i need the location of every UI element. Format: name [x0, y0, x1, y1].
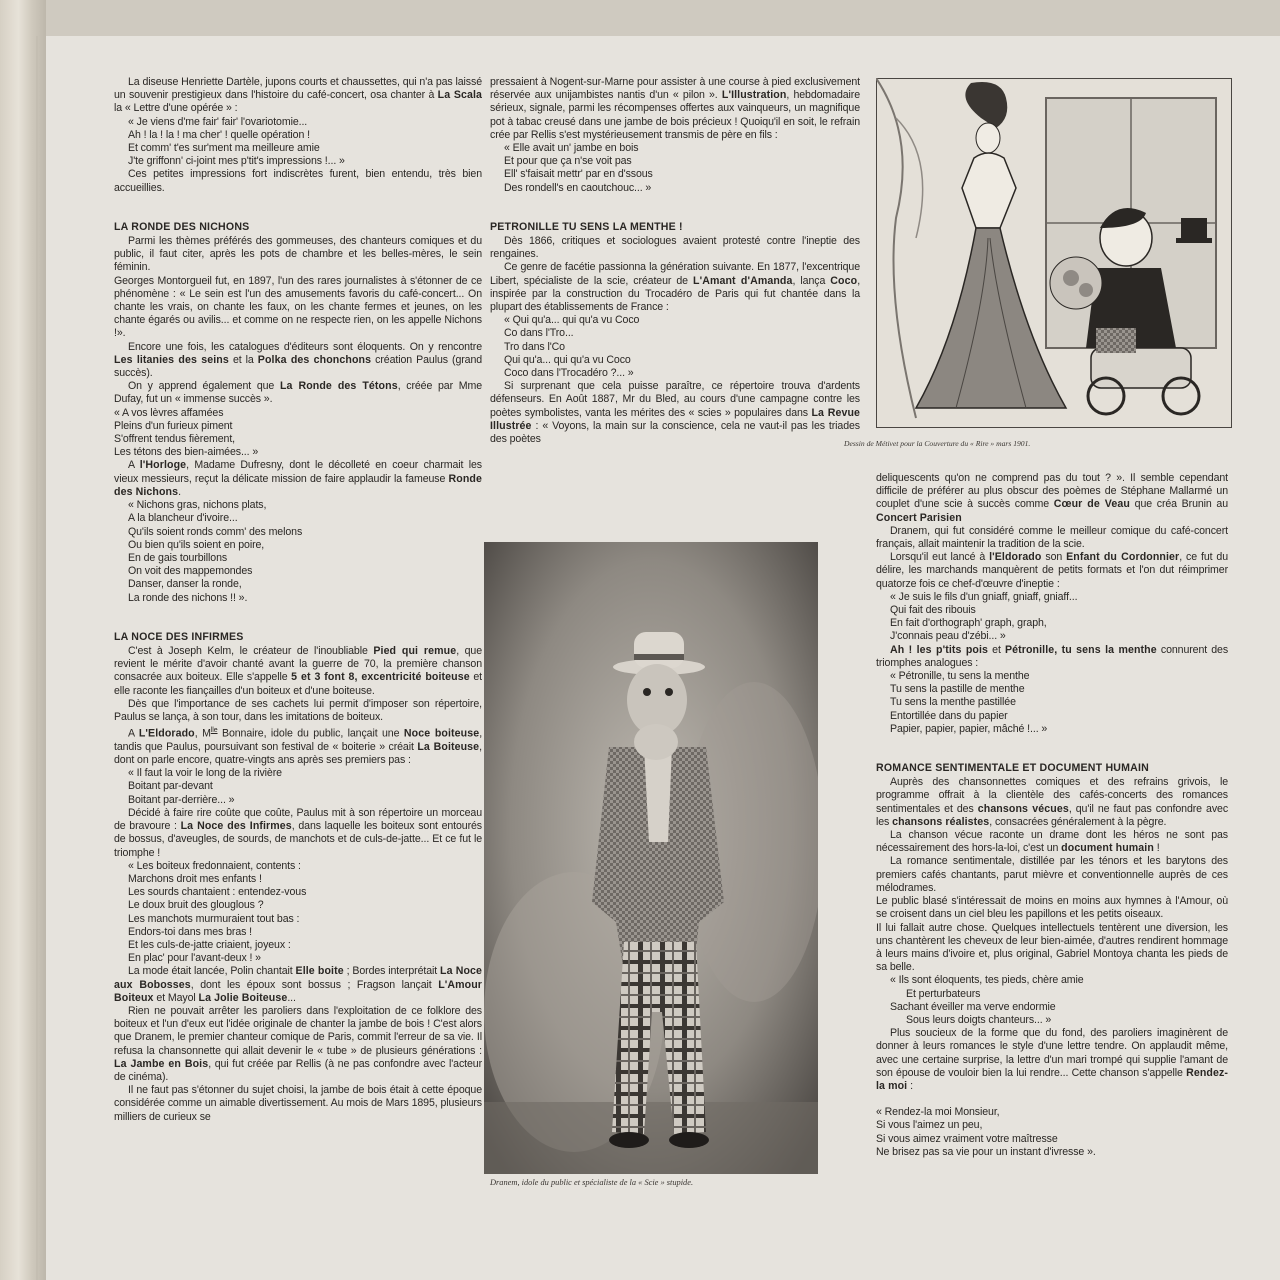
verse-line: Si vous aimez vraiment votre maîtresse	[876, 1132, 1058, 1145]
verse-line: Tu sens la menthe pastillée	[890, 696, 1016, 709]
verse-line: « Ils sont éloquents, tes pieds, chère amie	[890, 974, 1084, 987]
verse-line: Tu sens la pastille de menthe	[890, 683, 1025, 696]
verse-line: Co dans l'Tro...	[504, 327, 574, 340]
verse-line: Ah ! la ! la ! ma cher' ! quelle opération !	[128, 128, 310, 141]
paragraph: Ah ! les p'tits pois et Pétronille, tu sens la menthe connurent des triomphes analogues :	[876, 643, 1229, 669]
verse-line: Et pour que ça n'se voit pas	[504, 155, 632, 168]
liner-notes-page	[46, 36, 1280, 1280]
paragraph: Plus soucieux de la forme que du fond, des paroliers imaginèrent de donner à leurs romances le style d'une lettre tendre. On applaudit même, avec une certaine surprise, la lettre d'un mari trompé qui supplie l'amant de son épouse de vouloir bien la lui rendre... Cette chanson s'appelle Rendez-la moi :	[876, 1027, 1229, 1092]
paragraph: La diseuse Henriette Dartèle, jupons courts et chaussettes, qui n'a pas laissé un souvenir prestigieux dans l'histoire du café-concert, osa chanter à La Scala la « Lettre d'une opérée » :	[114, 76, 483, 115]
illustration-caption: Dessin de Métivet pour la Couverture du « Rire » mars 1901.	[844, 439, 1031, 448]
section-heading: LA RONDE DES NICHONS	[114, 220, 250, 233]
paragraph: La mode était lancée, Polin chantait Elle boite ; Bordes interprétait La Noce aux Bobosses, dont les époux sont bossus ; Fragson lançait L'Amour Boiteux et Mayol La Jolie Boiteuse...	[114, 965, 483, 1004]
verse-line: « Elle avait un' jambe en bois	[504, 142, 639, 155]
paragraph: Il ne faut pas s'étonner du sujet choisi, la jambe de bois était à cette époque considérée comme un aimable divertissement. Au mois de Mars 1895, plusieurs milliers de curieux se	[114, 1084, 482, 1123]
verse-line: Coco dans l'Trocadéro ?... »	[504, 367, 634, 380]
paragraph: La chanson vécue raconte un drame dont les héros ne sont pas nécessairement des hors-la-loi, c'est un document humain !	[876, 829, 1228, 855]
metivet-illustration	[876, 78, 1232, 428]
column-left	[114, 76, 482, 1124]
paragraph: Dranem, qui fut considéré comme le meilleur comique du café-concert français, allait maintenir la tradition de la scie.	[876, 524, 1228, 551]
paragraph: Ce genre de facétie passionna la génération suivante. En 1877, l'excentrique Libert, spécialiste de la scie, créateur de L'Amant d'Amanda, lança Coco, inspirée par la construction du Trocadéro de Paris qui fut chantée dans la plupart des établissements de France :	[490, 261, 861, 314]
verse-line: Ou bien qu'ils soient en poire,	[128, 538, 265, 551]
verse-line: Entortillée dans du papier	[890, 709, 1008, 722]
verse-line: Ell' s'faisait mettr' par en d'ssous	[504, 168, 653, 181]
paragraph: Dès 1866, critiques et sociologues avaient protesté contre l'ineptie des rengaines.	[490, 235, 860, 261]
verse-line: S'offrent tendus fièrement,	[114, 433, 236, 446]
verse-line: « Nichons gras, nichons plats,	[128, 499, 267, 512]
section-heading: ROMANCE SENTIMENTALE ET DOCUMENT HUMAIN	[876, 762, 1150, 775]
verse-line: Pleins d'un furieux piment	[114, 419, 233, 432]
paragraph: Ces petites impressions fort indiscrètes furent, bien entendu, très bien accueillies.	[114, 168, 482, 194]
paragraph: La romance sentimentale, distillée par les ténors et les barytons des premiers cafés chantants, parut mièvre et conventionnelle auprès de ces mélodrames.	[876, 855, 1228, 894]
verse-line: « Je viens d'me fair' fair' l'ovariotomie...	[128, 115, 308, 128]
verse-line: Boitant par-devant	[128, 780, 213, 793]
verse-line: En fait d'orthograph' graph, graph,	[890, 617, 1047, 630]
verse-line: On voit des mappemondes	[128, 565, 253, 578]
verse-line: Tro dans l'Co	[504, 340, 565, 353]
verse-line: Le doux bruit des glouglous ?	[128, 899, 264, 912]
paragraph: C'est à Joseph Kelm, le créateur de l'inoubliable Pied qui remue, que revient le mérite d'avoir chanté avant la guerre de 70, la première chanson consacrée aux boiteux. Elle s'appelle 5 et 3 font 8, excentricité boiteuse et elle raconte les fiançailles d'un boiteux et d'une boiteuse.	[114, 644, 483, 697]
paragraph: pressaient à Nogent-sur-Marne pour assister à une course à pied exclusivement réservée aux unijambistes nantis d'un « pilon ». L'Illustration, hebdomadaire sérieux, signale, parmi les récompenses offertes aux vainqueurs, un magnifique pot à tabac creusé dans une jambe de bois précieux ! Quoiqu'il en soit, le refrain crée par Rellis s'est mystérieusement transmis de père en fils :	[490, 76, 861, 141]
paragraph: Encore une fois, les catalogues d'éditeurs sont éloquents. On y rencontre Les litanies des seins et la Polka des chonchons création Paulus (grand succès).	[114, 340, 483, 380]
verse-line: Si vous l'aimez un peu,	[876, 1119, 983, 1132]
paragraph: Parmi les thèmes préférés des gommeuses, des chanteurs comiques et du public, il faut citer, après les pots de chambre et les belles-mères, le sein féminin.	[114, 235, 482, 274]
dranem-photo	[484, 542, 818, 1174]
verse-line: « Pétronille, tu sens la menthe	[890, 670, 1030, 683]
column-right	[876, 472, 1228, 1159]
verse-line: Et les culs-de-jatte criaient, joyeux :	[128, 938, 291, 951]
verse-line: Qui qu'a... qui qu'a vu Coco	[504, 353, 631, 366]
photo-caption: Dranem, idole du public et spécialiste de la « Scie » stupide.	[490, 1178, 694, 1187]
paragraph: Si surprenant que cela puisse paraître, ce répertoire trouva d'ardents défenseurs. En Août 1887, Mr du Bled, au cours d'une campagne contre les poètes symbolistes, vanta les mérites des « scies » populaires dans La Revue Illustrée : « Voyons, la main sur la conscience, cela ne vaut-il pas les triades des poètes	[490, 380, 861, 446]
verse-line: « Qui qu'a... qui qu'a vu Coco	[504, 314, 640, 327]
paragraph: Le public blasé s'intéressait de moins en moins aux hymnes à l'Amour, où se croisent dans un ciel bleu les papillons et les petits oiseaux.	[876, 895, 1228, 921]
verse-line: J'connais peau d'zébi... »	[890, 630, 1006, 643]
verse-line: J'te griffonn' ci-joint mes p'tit's impressions !... »	[128, 155, 345, 168]
paragraph: A L'Eldorado, $M^{lle}$ Bonnaire, idole du public, lançait une Noce boiteuse, tandis que Paulus, poursuivant son festival de « boiterie » créait La Boiteuse, dont on parle encore, quatre-vingts ans après ses premiers pas :	[114, 727, 483, 767]
verse-line: Et perturbateurs	[906, 987, 981, 1000]
paragraph: Auprès des chansonnettes comiques et des refrains grivois, le programme offrait à la clientèle des cafés-concerts des romances sentimentales et des chansons vécues, qu'il ne faut pas confondre avec les chansons réalistes, consacrées généralement à la pègre.	[876, 776, 1229, 828]
verse-line: La ronde des nichons !! ».	[128, 591, 248, 604]
verse-line: Marchons droit mes enfants !	[128, 872, 262, 885]
verse-line: Papier, papier, papier, mâché !... »	[890, 722, 1048, 735]
paragraph: Georges Montorgueil fut, en 1897, l'un des rares journalistes à s'étonner de ce phénomène : « Le sein est l'un des amusements favoris du café-concert... On chante les vrais, on chante les faux, on les chante fermes et jeunes, on les chante égarés ou avilis... et comme on ne respecte rien, on les appelle Nichons !».	[114, 274, 482, 340]
paragraph: On y apprend également que La Ronde des Tétons, créée par Mme Dufay, fut un « immense succès ».	[114, 380, 482, 406]
paragraph: Décidé à faire rire coûte que coûte, Paulus mit à son répertoire un morceau de bravoure : La Noce des Infirmes, dans laquelle les boiteux sont entourés de bossus, d'aveugles, de sourds, de manchots et de culs-de-jatte... Et ce fut le triomphe !	[114, 806, 482, 859]
verse-line: « Je suis le fils d'un gniaff, gniaff, gniaff...	[890, 590, 1078, 603]
verse-line: « Les boiteux fredonnaient, contents :	[128, 859, 301, 872]
verse-line: « A vos lèvres affamées	[114, 406, 224, 419]
paragraph: Dès que l'importance de ses cachets lui permit d'imposer son répertoire, Paulus se lança, à son tour, dans les imitations de boiteux.	[114, 697, 482, 723]
verse-line: Les tétons des bien-aimées... »	[114, 446, 259, 459]
verse-line: Des rondell's en caoutchouc... »	[504, 181, 652, 194]
paragraph: Il lui fallait autre chose. Quelques intellectuels tentèrent une diversion, les uns chantèrent les cheveux de leur bien-aimée, d'autres rendirent hommage à leurs mains d'ivoire et, plus original, Gabriel Montoya chanta les pieds de sa belle.	[876, 921, 1228, 974]
verse-line: Boitant par-derrière... »	[128, 793, 235, 806]
verse-line: Endors-toi dans mes bras !	[128, 925, 252, 938]
album-cover-edge	[0, 0, 46, 1280]
section-heading: LA NOCE DES INFIRMES	[114, 630, 244, 643]
verse-line: Ne brisez pas sa vie pour un instant d'ivresse ».	[876, 1145, 1096, 1158]
paragraph: deliquescents qu'on ne comprend pas du tout ? ». Il semble cependant difficile de préférer au plus obscur des poèmes de Stéphane Mallarmé un couplet d'une scie à succès comme Cœur de Veau que créa Brunin au Concert Parisien	[876, 472, 1229, 524]
verse-line: « Rendez-la moi Monsieur,	[876, 1106, 1000, 1119]
paragraph: Rien ne pouvait arrêter les paroliers dans l'exploitation de ce folklore des boiteux et l'un d'eux eut l'idée originale de chanter la jambe de bois ! C'est alors que Dranem, le premier chanteur comique de Paris, commit l'erreur de sa vie. Il refusa la chansonnette qui allait devenir le « tube » de plusieurs générations : La Jambe en Bois, qui fut créée par Rellis (à ne pas confondre avec l'acteur de cinéma).	[114, 1004, 482, 1083]
verse-line: En de gais tourbillons	[128, 551, 228, 564]
paragraph: A l'Horloge, Madame Dufresny, dont le décolleté en coeur charmait les vieux messieurs, reçut la délicate mission de faire applaudir la fameuse Ronde des Nichons.	[114, 459, 482, 498]
verse-line: Sous leurs doigts chanteurs... »	[906, 1013, 1052, 1026]
verse-line: Qu'ils soient ronds comm' des melons	[128, 525, 303, 538]
verse-line: A la blancheur d'ivoire...	[128, 512, 238, 525]
column-middle	[490, 76, 860, 446]
section-heading: PETRONILLE TU SENS LA MENTHE !	[490, 220, 683, 233]
dranem-photo-icon	[484, 542, 818, 1174]
verse-line: Et comm' t'es sur'ment ma meilleure amie	[128, 142, 320, 155]
verse-line: Les sourds chantaient : entendez-vous	[128, 886, 307, 899]
paragraph: Lorsqu'il eut lancé à l'Eldorado son Enfant du Cordonnier, ce fut du délire, les marchands manquèrent de petits formats et l'on dut réimprimer quatorze fois ce chef-d'œuvre d'ineptie :	[876, 551, 1228, 590]
verse-line: Les manchots murmuraient tout bas :	[128, 912, 300, 925]
verse-line: En plac' pour l'avant-deux ! »	[128, 952, 261, 965]
verse-line: Danser, danser la ronde,	[128, 578, 242, 591]
verse-line: Sachant éveiller ma verve endormie	[890, 1000, 1056, 1013]
metivet-drawing-icon	[876, 78, 1232, 428]
verse-line: « Il faut la voir le long de la rivière	[128, 767, 282, 780]
verse-line: Qui fait des ribouis	[890, 604, 976, 617]
